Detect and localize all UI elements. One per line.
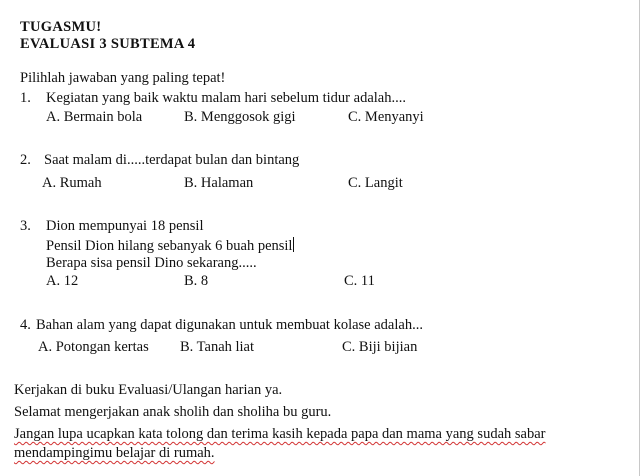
question-number: 3. <box>20 218 31 234</box>
footer-note: Kerjakan di buku Evaluasi/Ulangan harian ya. <box>14 382 283 398</box>
option-a: A. 12 <box>46 273 79 289</box>
page-subtitle: EVALUASI 3 SUBTEMA 4 <box>20 36 196 52</box>
question-text: Dion mempunyai 18 pensil <box>46 218 204 234</box>
option-c: C. Biji bijian <box>342 339 418 355</box>
option-b: B. Halaman <box>184 175 254 191</box>
option-b: B. Tanah liat <box>180 339 255 355</box>
question-number: 2. <box>20 152 31 168</box>
option-c: C. 11 <box>344 273 375 289</box>
question-text: Saat malam di.....terdapat bulan dan bintang <box>44 152 300 168</box>
question-number: 1. <box>20 90 31 106</box>
footer-note: mendampingimu belajar di rumah. <box>14 445 215 461</box>
page-title: TUGASMU! <box>20 19 102 35</box>
footer-note: Jangan lupa ucapkan kata tolong dan terima kasih kepada papa dan mama yang sudah sabar <box>14 426 546 442</box>
option-b: B. Menggosok gigi <box>184 109 296 125</box>
option-a: A. Potongan kertas <box>38 339 149 355</box>
question-text: Pensil Dion hilang sebanyak 6 buah pensil <box>46 238 293 254</box>
option-a: A. Rumah <box>42 175 102 191</box>
option-b: B. 8 <box>184 273 209 289</box>
text-cursor <box>293 237 294 252</box>
question-text: Berapa sisa pensil Dino sekarang..... <box>46 255 257 271</box>
footer-note: Selamat mengerjakan anak sholih dan sholiha bu guru. <box>14 404 332 420</box>
option-a: A. Bermain bola <box>46 109 143 125</box>
option-c: C. Langit <box>348 175 403 191</box>
option-c: C. Menyanyi <box>348 109 424 125</box>
instruction-text: Pilihlah jawaban yang paling tepat! <box>20 70 226 86</box>
question-text: Kegiatan yang baik waktu malam hari sebelum tidur adalah.... <box>46 90 406 106</box>
question-text: Bahan alam yang dapat digunakan untuk membuat kolase adalah... <box>36 317 423 333</box>
question-text-line-2 <box>46 237 294 254</box>
question-number: 4. <box>20 317 31 333</box>
